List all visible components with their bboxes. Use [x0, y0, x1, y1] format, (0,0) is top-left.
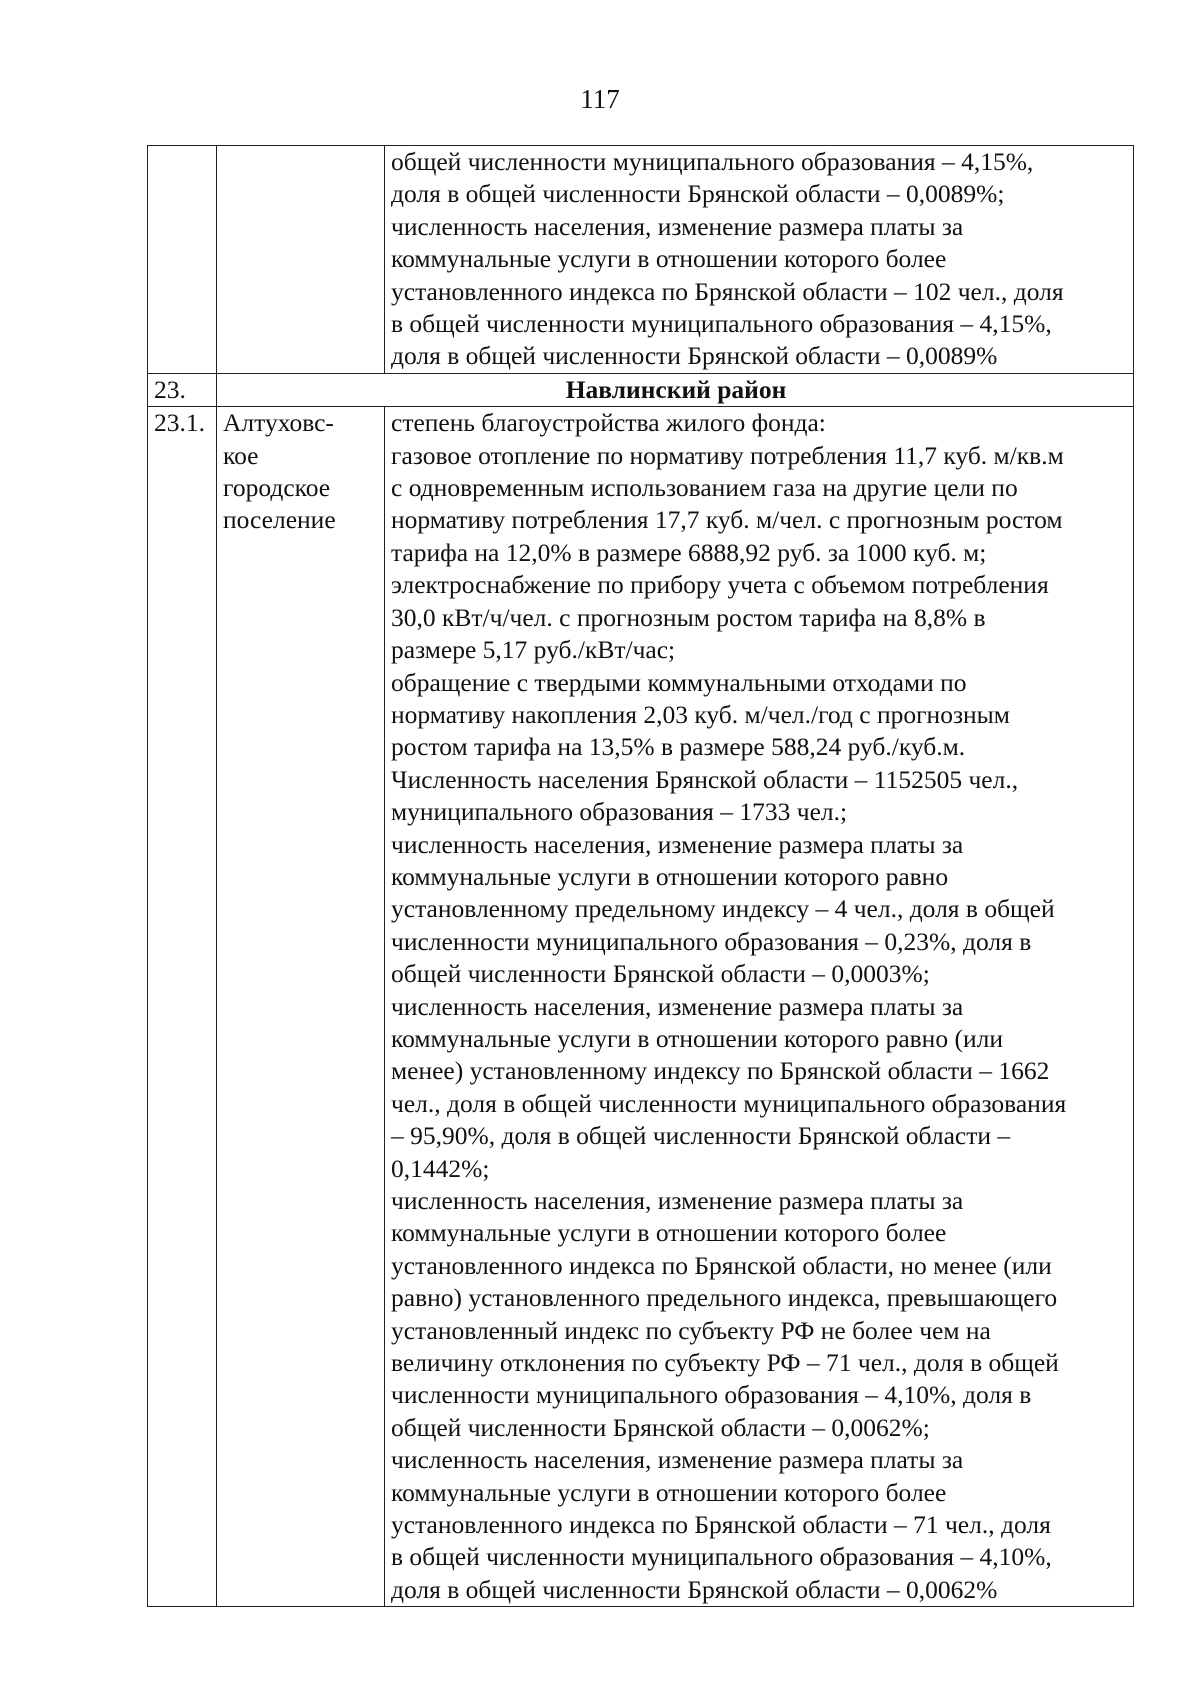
- row-number-cell: [148, 146, 217, 374]
- text-line: ростом тарифа на 13,5% в размере 588,24 руб./куб.м.: [391, 732, 966, 762]
- text-line: численности муниципального образования – 0,23%, доля в: [391, 926, 1032, 956]
- text-line: величину отклонения по субъекту РФ – 71 чел., доля в общей: [391, 1348, 1059, 1378]
- municipality-name-line: кое: [223, 440, 259, 470]
- text-line: установленный индекс по субъекту РФ не более чем на: [391, 1315, 991, 1345]
- text-line: 0,1442%;: [391, 1153, 490, 1183]
- district-name-cell: Навлинский район: [217, 373, 1134, 406]
- description-cell: [385, 407, 1134, 1607]
- text-line: коммунальные услуги в отношении которого более: [391, 1477, 947, 1507]
- text-line: коммунальные услуги в отношении которого равно (или: [391, 1023, 1003, 1053]
- text-line: 30,0 кВт/ч/чел. с прогнозным ростом тарифа на 8,8% в: [391, 602, 986, 632]
- district-number-cell: 23.: [148, 373, 217, 406]
- text-line: доля в общей численности Брянской области – 0,0089%: [391, 341, 998, 371]
- text-line: равно) установленного предельного индекса, превышающего: [391, 1283, 1058, 1313]
- text-line: Численность населения Брянской области – 1152505 чел.,: [391, 764, 1019, 794]
- text-line: в общей численности муниципального образования – 4,10%,: [391, 1542, 1052, 1572]
- text-line: газовое отопление по нормативу потребления 11,7 куб. м/кв.м: [391, 440, 1064, 470]
- text-line: нормативу накопления 2,03 куб. м/чел./год с прогнозным: [391, 699, 1010, 729]
- text-line: численность населения, изменение размера платы за: [391, 211, 964, 241]
- text-line: численность населения, изменение размера платы за: [391, 991, 964, 1021]
- text-line: установленного индекса по Брянской области, но менее (или: [391, 1250, 1052, 1280]
- text-line: установленного индекса по Брянской области – 71 чел., доля: [391, 1510, 1051, 1540]
- text-line: тарифа на 12,0% в размере 6888,92 руб. за 1000 куб. м;: [391, 537, 987, 567]
- table-row-entry: [148, 407, 1134, 1607]
- municipality-cell: [217, 146, 385, 374]
- text-line: степень благоустройства жилого фонда:: [391, 408, 826, 438]
- text-line: численность населения, изменение размера платы за: [391, 829, 964, 859]
- text-line: коммунальные услуги в отношении которого более: [391, 1218, 947, 1248]
- text-line: установленному предельному индексу – 4 чел., доля в общей: [391, 894, 1055, 924]
- municipality-name-line: городское: [223, 473, 331, 503]
- table-row-continuation: [148, 146, 1134, 374]
- entry-number-cell: 23.1.: [148, 407, 217, 1607]
- text-line: общей численности муниципального образования – 4,15%,: [391, 147, 1034, 176]
- text-line: – 95,90%, доля в общей численности Брянской области –: [391, 1121, 1011, 1151]
- text-line: с одновременным использованием газа на другие цели по: [391, 473, 1018, 503]
- text-line: менее) установленному индексу по Брянской области – 1662: [391, 1056, 1050, 1086]
- municipality-name-line: Алтуховс-: [223, 408, 334, 438]
- data-table: [147, 145, 1134, 1607]
- text-line: в общей численности муниципального образования – 4,15%,: [391, 309, 1052, 339]
- table-row-district: [148, 373, 1134, 406]
- text-line: доля в общей численности Брянской области – 0,0089%;: [391, 179, 1005, 209]
- municipality-name-line: поселение: [223, 505, 336, 535]
- text-line: общей численности Брянской области – 0,0062%;: [391, 1412, 930, 1442]
- description-cell: [385, 146, 1134, 374]
- municipality-name-cell: [217, 407, 385, 1607]
- page-number: 117: [580, 84, 620, 114]
- text-line: нормативу потребления 17,7 куб. м/чел. с прогнозным ростом: [391, 505, 1063, 535]
- text-line: электроснабжение по прибору учета с объемом потребления: [391, 570, 1049, 600]
- text-line: численность населения, изменение размера платы за: [391, 1445, 964, 1475]
- text-line: чел., доля в общей численности муниципального образования: [391, 1088, 1067, 1118]
- text-line: численность населения, изменение размера платы за: [391, 1186, 964, 1215]
- text-line: размере 5,17 руб./кВт/час;: [391, 635, 676, 665]
- text-line: обращение с твердыми коммунальными отходами по: [391, 667, 967, 697]
- text-line: численности муниципального образования – 4,10%, доля в: [391, 1380, 1032, 1410]
- text-line: установленного индекса по Брянской области – 102 чел., доля: [391, 276, 1064, 306]
- text-line: коммунальные услуги в отношении которого равно: [391, 861, 949, 891]
- text-line: коммунальные услуги в отношении которого более: [391, 244, 947, 274]
- text-line: доля в общей численности Брянской области – 0,0062%: [391, 1574, 998, 1604]
- text-line: общей численности Брянской области – 0,0003%;: [391, 959, 930, 989]
- text-line: муниципального образования – 1733 чел.;: [391, 797, 848, 827]
